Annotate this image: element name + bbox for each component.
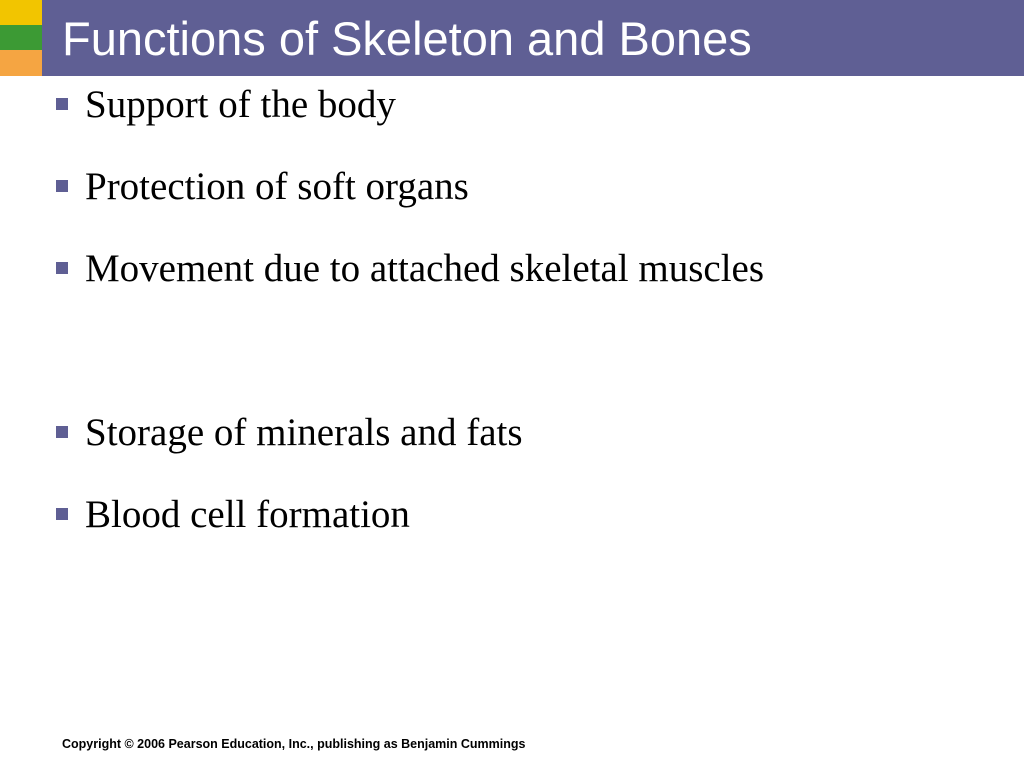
bullet-item <box>56 490 410 538</box>
bullet-item <box>56 244 764 292</box>
bullet-text: Support of the body <box>85 82 396 126</box>
bullet-item <box>56 162 469 210</box>
square-bullet-icon <box>56 426 68 438</box>
accent-block-orange <box>0 50 42 76</box>
bullet-item <box>56 80 396 128</box>
square-bullet-icon <box>56 180 68 192</box>
bullet-text: Protection of soft organs <box>85 164 469 208</box>
bullet-item <box>56 408 523 456</box>
square-bullet-icon <box>56 262 68 274</box>
copyright-footer: Copyright © 2006 Pearson Education, Inc., publishing as Benjamin Cummings <box>62 737 526 751</box>
bullet-text: Storage of minerals and fats <box>85 410 523 454</box>
slide-title: Functions of Skeleton and Bones <box>62 12 752 65</box>
square-bullet-icon <box>56 98 68 110</box>
accent-block-green <box>0 25 42 50</box>
bullet-text: Blood cell formation <box>85 492 410 536</box>
accent-block-yellow <box>0 0 42 25</box>
square-bullet-icon <box>56 508 68 520</box>
bullet-text: Movement due to attached skeletal muscles <box>85 246 765 290</box>
